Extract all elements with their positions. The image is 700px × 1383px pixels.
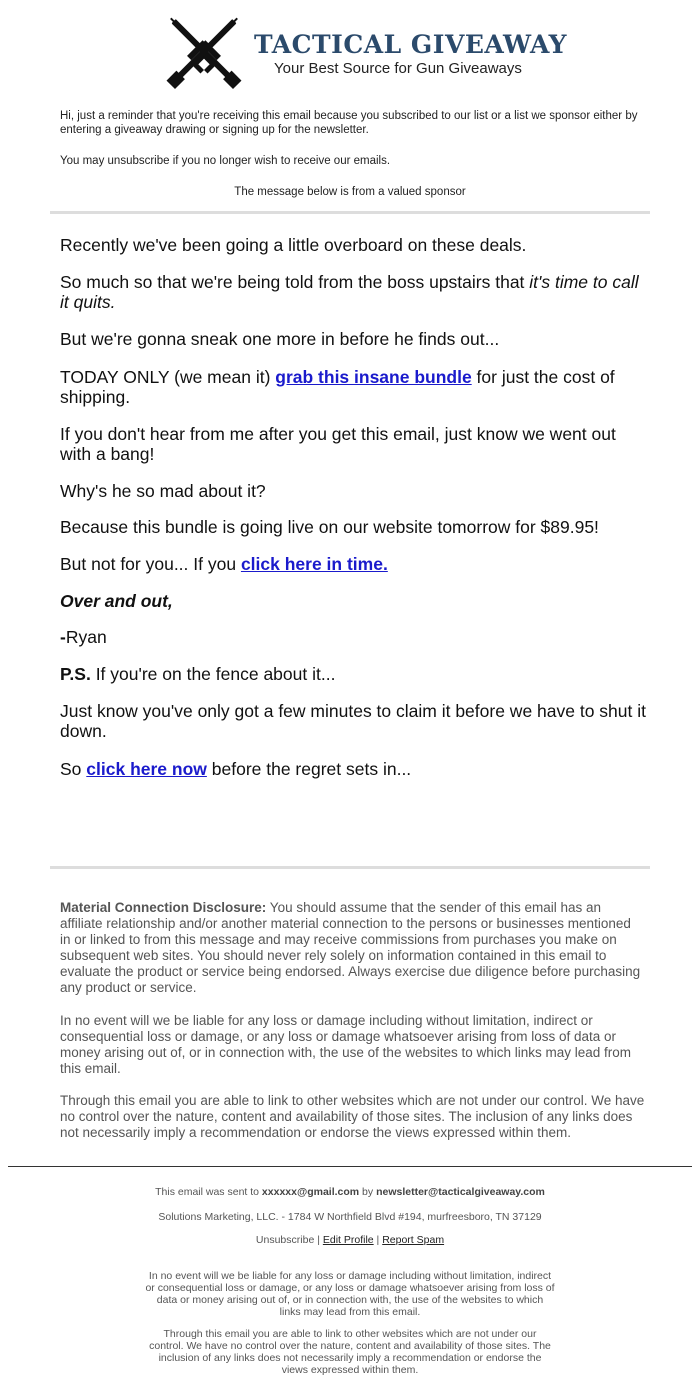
text: by <box>359 1186 377 1198</box>
text: But not for you... If you <box>60 554 241 574</box>
brand-tagline: Your Best Source for Gun Giveaways <box>274 60 522 77</box>
text: TODAY ONLY (we mean it) <box>60 367 276 387</box>
brand-name: TACTICAL GIVEAWAY <box>254 30 568 59</box>
text: This email was sent to <box>155 1186 262 1198</box>
signature-name: Ryan <box>65 627 107 647</box>
unsubscribe-note: You may unsubscribe if you no longer wish to receive our emails. <box>60 155 391 167</box>
signature <box>60 627 650 647</box>
material-disclosure <box>60 900 645 996</box>
text: So much so that we're being told from the boss upstairs that <box>60 272 530 292</box>
message-paragraph: Because this bundle is going live on our website tomorrow for $89.95! <box>60 517 599 537</box>
footer-links <box>0 1234 700 1246</box>
message-paragraph: Why's he so mad about it? <box>60 481 266 501</box>
edit-profile-link[interactable]: Edit Profile <box>322 1234 374 1246</box>
sender-email: newsletter@tacticalgiveaway.com <box>376 1186 545 1198</box>
message-paragraph: Just know you've only got a few minutes to claim it before we have to shut it down. <box>60 701 646 741</box>
click-here-now-link[interactable]: click here now <box>86 759 207 779</box>
message-paragraph <box>60 554 650 574</box>
dash: - <box>60 627 66 647</box>
message-paragraph: If you don't hear from me after you get this email, just know we went out with a bang! <box>60 424 616 464</box>
divider <box>50 866 650 869</box>
message-paragraph: But we're gonna sneak one more in before he finds out... <box>60 329 500 349</box>
text: for just the cost of shipping. <box>60 367 615 407</box>
report-spam-link[interactable]: Report Spam <box>382 1234 445 1246</box>
footer-links-disclaimer: Through this email you are able to link to other websites which are not under our control. We have no control over the nature, content and availability of those sites. The inclusion of any links does not necessarily imply a recommendation or endorse the views expressed within them. <box>149 1328 551 1376</box>
liability-disclaimer: In no event will we be liable for any loss or damage including without limitation, indirect or consequential loss or damage, or any loss or damage whatsoever arising from loss of data or money arising out of, or in connection with, the use of the websites to which links may lead from this email. <box>60 1013 632 1076</box>
mailing-address: Solutions Marketing, LLC. - 1784 W Northfield Blvd #194, murfreesboro, TN 37129 <box>158 1211 542 1223</box>
sent-to-line <box>0 1186 700 1198</box>
recipient-email: xxxxxx@gmail.com <box>261 1186 360 1198</box>
separator: | <box>373 1234 383 1246</box>
crossed-rifles-icon <box>156 8 252 98</box>
header-logo[interactable] <box>0 0 700 100</box>
message-paragraph: Recently we've been going a little overboard on these deals. <box>60 235 527 255</box>
separator: | <box>314 1234 323 1246</box>
text: So <box>60 759 87 779</box>
unsubscribe-link[interactable]: Unsubscribe <box>255 1234 315 1246</box>
divider <box>50 211 650 214</box>
emphasis-text: it's time to call it quits. <box>60 272 639 312</box>
external-links-disclaimer: Through this email you are able to link to other websites which are not under our control. We have no control over the nature, content and availability of those sites. The inclusion of any links does not necessarily imply a recommendation or endorse the views expressed within them. <box>60 1093 645 1140</box>
text: before the regret sets in... <box>206 759 412 779</box>
message-paragraph <box>60 367 650 407</box>
postscript <box>60 664 650 684</box>
message-paragraph <box>60 272 650 312</box>
click-here-in-time-link[interactable]: click here in time. <box>240 554 388 574</box>
footer-liability: In no event will we be liable for any loss or damage including without limitation, indirect or consequential loss or damage, or any loss or damage whatsoever arising from loss of data or money arising out of, or in connection with, the use of the websites to which links may lead from this email. <box>145 1270 555 1318</box>
disclosure-heading: Material Connection Disclosure: <box>60 900 267 915</box>
text: If you're on the fence about it... <box>90 664 336 684</box>
grab-bundle-link[interactable]: grab this insane bundle <box>275 367 472 387</box>
disclosure-text: You should assume that the sender of this email has an affiliate relationship and/or another material connection to the persons or businesses mentioned in or linked to from this message and may receive commissions from purchases you make on subsequent web sites. You should never rely solely on information contained in this email to evaluate the product or service being endorsed. Always exercise due diligence before purchasing any product or service. <box>60 900 641 995</box>
ps-label: P.S. <box>60 664 91 684</box>
message-paragraph <box>60 759 650 779</box>
signoff: Over and out, <box>60 591 173 611</box>
subscription-reminder: Hi, just a reminder that you're receiving this email because you subscribed to our list or a list we sponsor either by entering a giveaway drawing or signing up for the newsletter. <box>60 110 638 136</box>
sponsor-note: The message below is from a valued sponsor <box>234 186 466 198</box>
footer-divider <box>8 1166 692 1167</box>
